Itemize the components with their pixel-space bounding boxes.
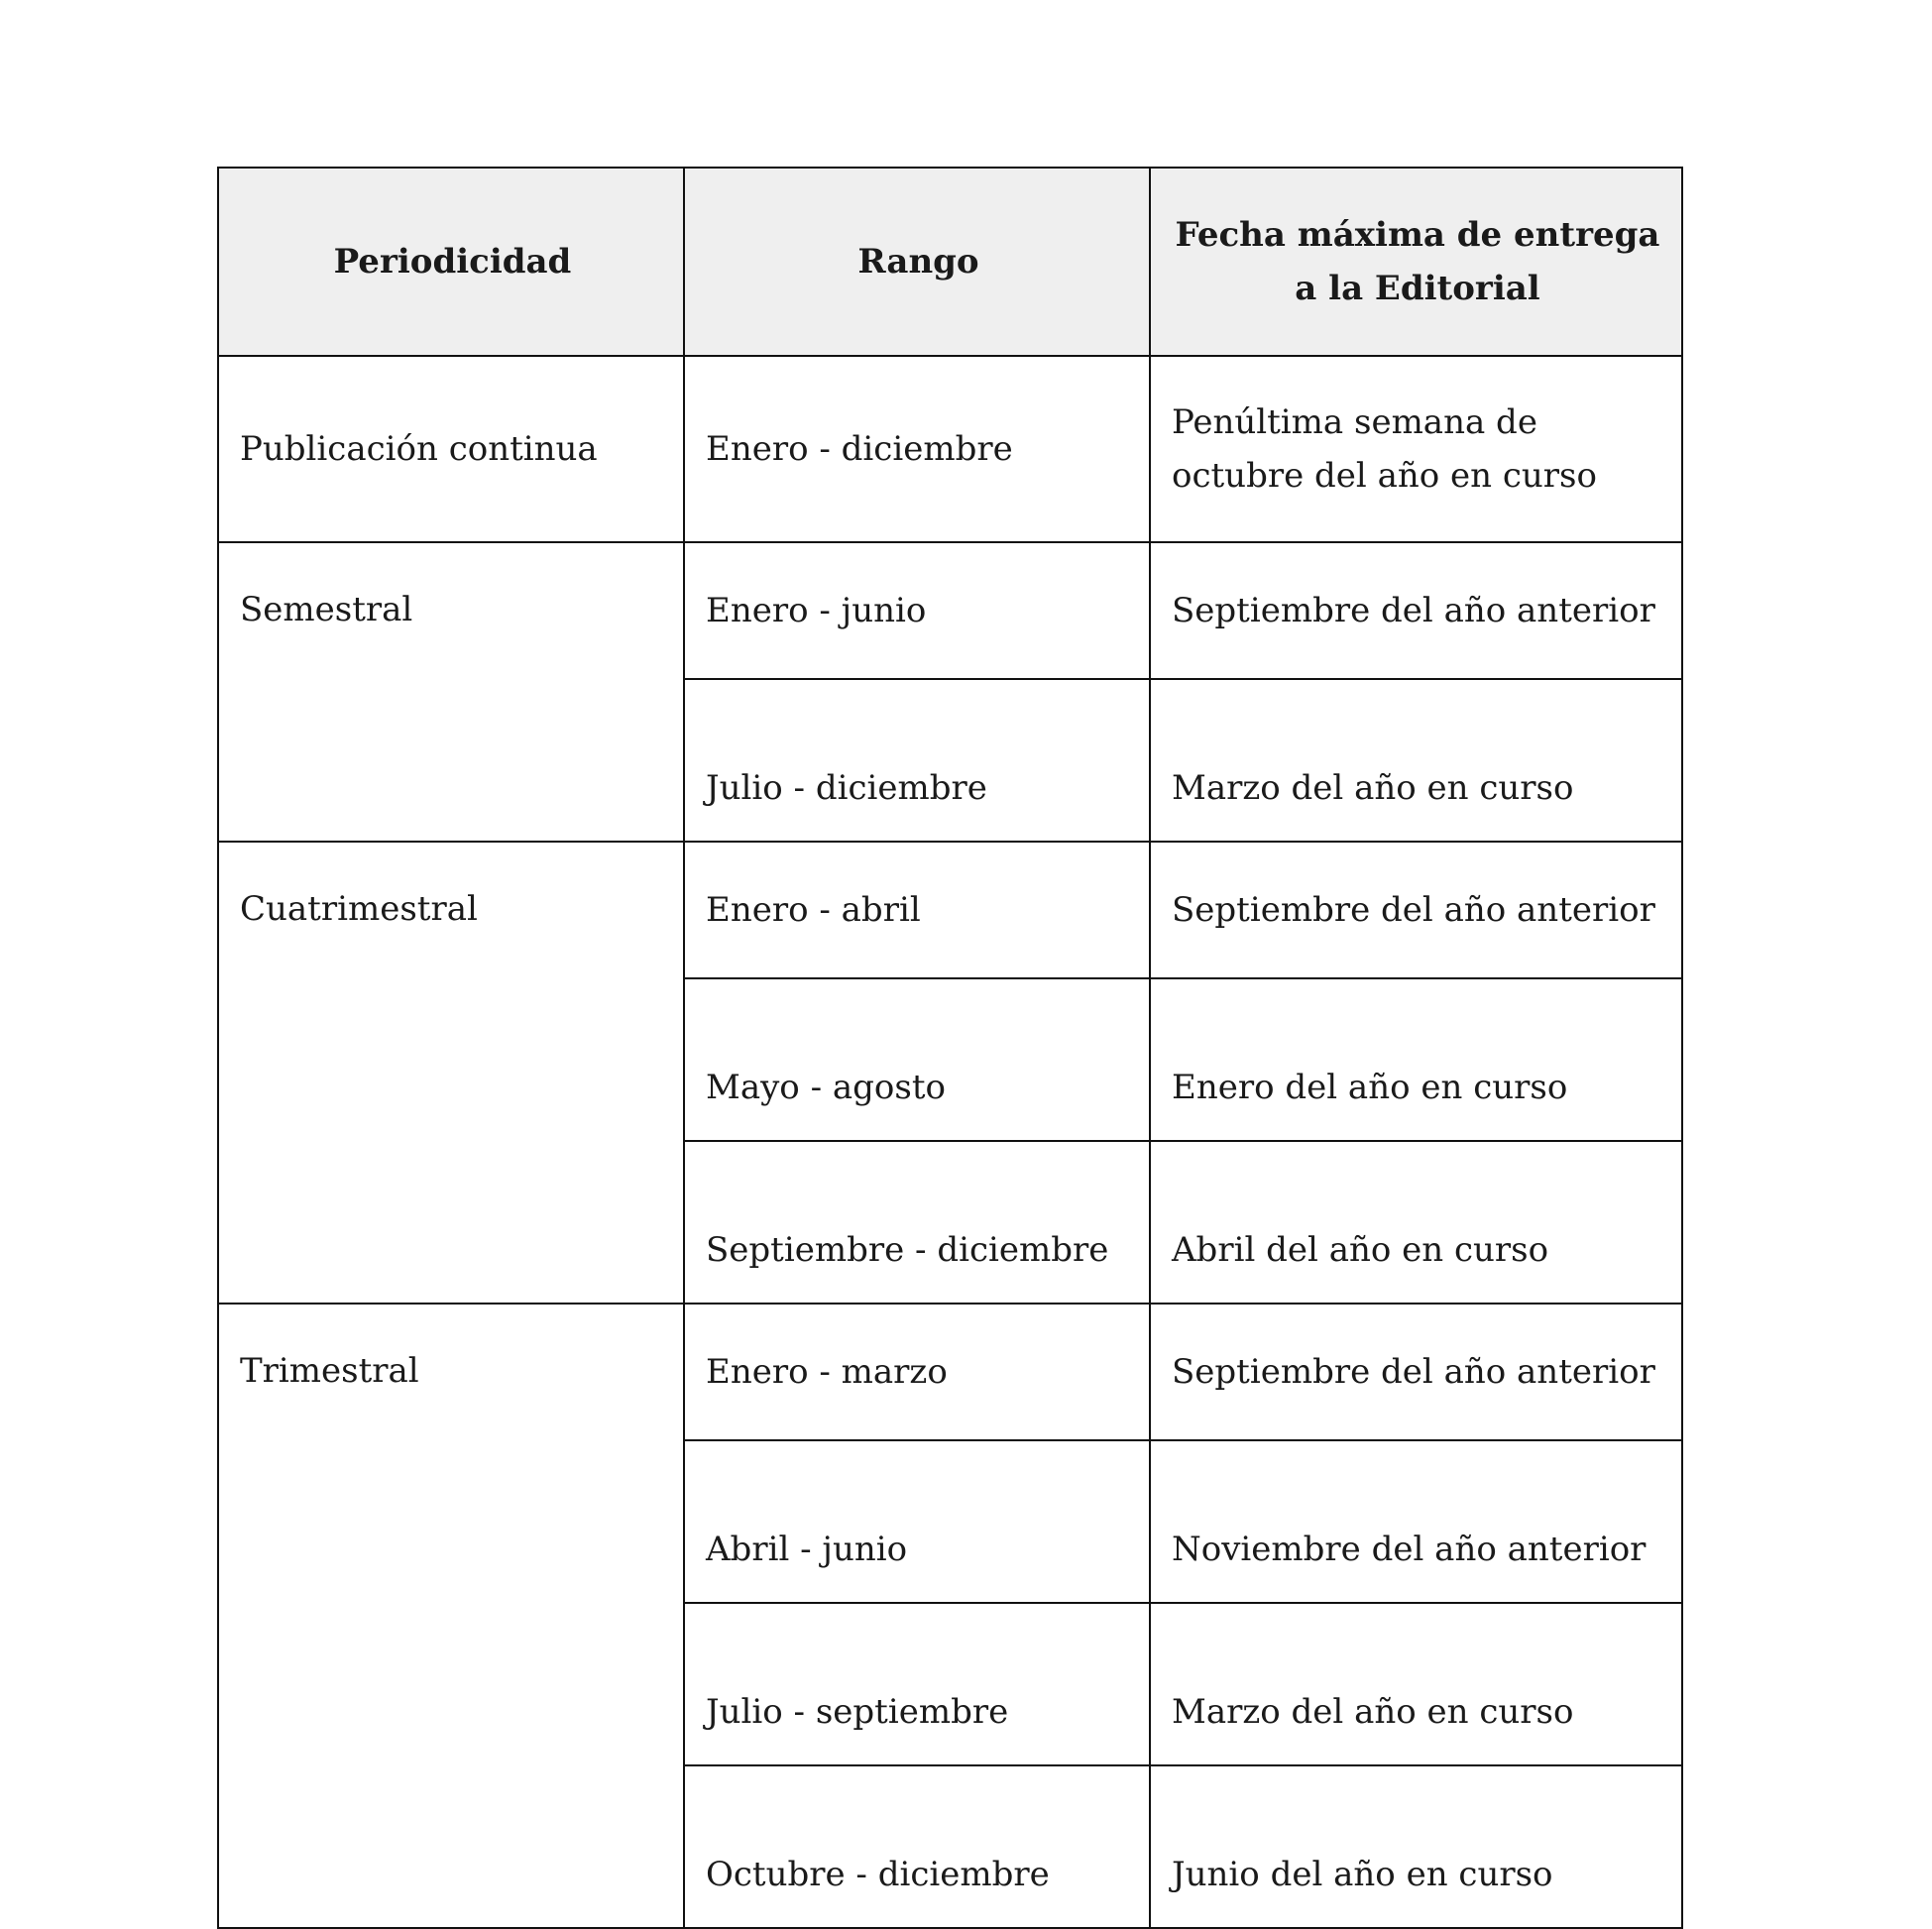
fecha-cell: Noviembre del año anterior [1150,1440,1682,1603]
rango-cell: Enero - diciembre [684,356,1150,542]
rango-cell: Julio - septiembre [684,1603,1150,1765]
fecha-cell: Marzo del año en curso [1150,679,1682,842]
delivery-schedule-table [217,167,1683,1929]
fecha-cell: Penúltima semana de octubre del año en curso [1150,356,1682,542]
periodicidad-cell: Trimestral [218,1304,684,1928]
rango-cell: Mayo - agosto [684,978,1150,1141]
rango-cell: Octubre - diciembre [684,1765,1150,1928]
periodicidad-cell: Semestral [218,542,684,842]
fecha-cell: Abril del año en curso [1150,1141,1682,1304]
fecha-cell: Septiembre del año anterior [1150,542,1682,679]
fecha-cell: Enero del año en curso [1150,978,1682,1141]
rango-cell: Enero - marzo [684,1304,1150,1440]
rango-cell: Septiembre - diciembre [684,1141,1150,1304]
rango-cell: Enero - abril [684,842,1150,978]
header-periodicidad: Periodicidad [218,168,684,356]
fecha-cell: Septiembre del año anterior [1150,842,1682,978]
table-row [218,842,1682,978]
rango-cell: Julio - diciembre [684,679,1150,842]
rango-cell: Abril - junio [684,1440,1150,1603]
table-row [218,1304,1682,1440]
header-row [218,168,1682,356]
rango-cell: Enero - junio [684,542,1150,679]
fecha-cell: Septiembre del año anterior [1150,1304,1682,1440]
header-fecha-maxima: Fecha máxima de entrega a la Editorial [1150,168,1682,356]
fecha-cell: Marzo del año en curso [1150,1603,1682,1765]
periodicidad-cell: Cuatrimestral [218,842,684,1304]
periodicidad-cell: Publicación continua [218,356,684,542]
table-row [218,542,1682,679]
header-rango: Rango [684,168,1150,356]
fecha-cell: Junio del año en curso [1150,1765,1682,1928]
table-row [218,356,1682,542]
